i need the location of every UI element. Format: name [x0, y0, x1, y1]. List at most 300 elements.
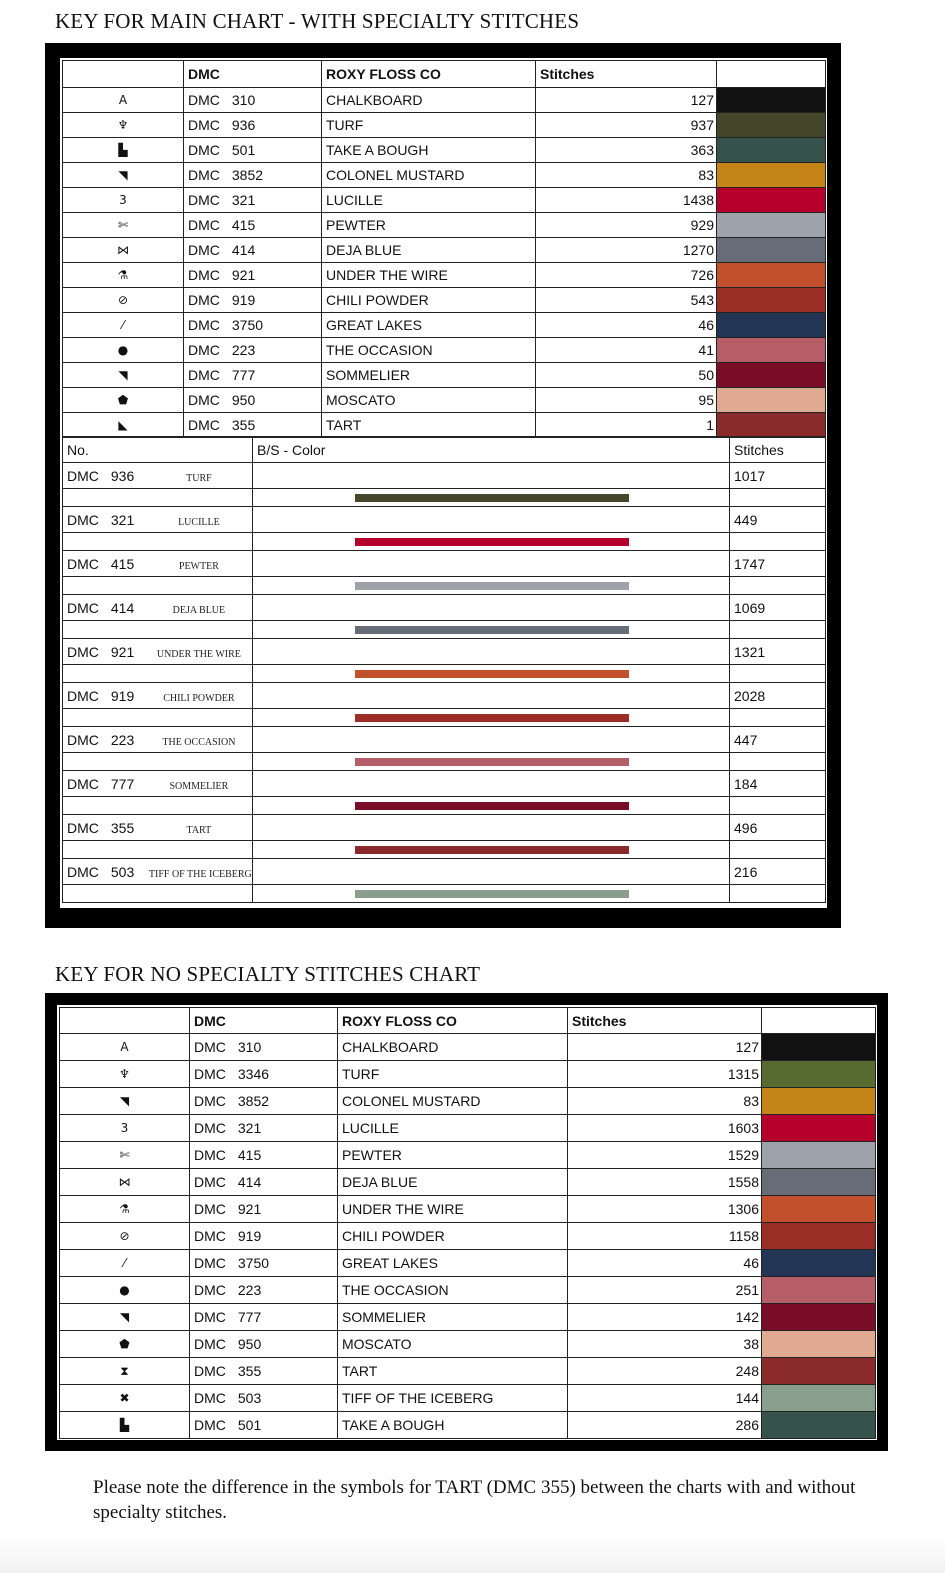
floss-name: CHALKBOARD: [322, 88, 536, 113]
key-row: [60, 1277, 876, 1304]
backstitch-name: THE OCCASION: [162, 736, 236, 748]
key-row: [60, 1385, 876, 1412]
backstitch-table: [62, 436, 826, 903]
backstitch-row: [63, 463, 826, 489]
backstitch-spacer: [63, 621, 253, 639]
circle-slash-symbol: ⊘: [60, 1223, 190, 1250]
dmc-cell: [190, 1061, 338, 1088]
step-block-symbol: ▙: [60, 1412, 190, 1439]
dmc-cell: [190, 1196, 338, 1223]
backstitch-row: [63, 859, 826, 885]
color-swatch: [762, 1385, 876, 1412]
dmc-label: DMC: [188, 217, 220, 233]
dmc-cell: [184, 88, 322, 113]
backstitch-name: LUCILLE: [178, 516, 220, 528]
stitch-count: 38: [568, 1331, 762, 1358]
stitch-count: 1315: [568, 1061, 762, 1088]
dmc-number: 415: [237, 1147, 262, 1163]
backstitch-stitches: 1747: [730, 551, 826, 577]
backstitch-spacer: [730, 753, 826, 771]
dmc-number: 503: [110, 863, 135, 880]
key-row: [63, 138, 826, 163]
backstitch-floss-cell: [63, 859, 253, 885]
backstitch-spacer: [63, 885, 253, 903]
stitch-count: 1603: [568, 1115, 762, 1142]
backstitch-row: [63, 683, 826, 709]
no-specialty-key-table: [59, 1007, 876, 1439]
dmc-cell: [184, 113, 322, 138]
dmc-label: DMC: [188, 417, 220, 433]
backstitch-line-row: [63, 489, 826, 507]
stitches-header: Stitches: [568, 1008, 762, 1034]
backstitch-floss-cell: [63, 683, 253, 709]
color-swatch: [717, 338, 826, 363]
backstitch-floss-cell: [63, 771, 253, 797]
stitch-count: 1438: [536, 188, 717, 213]
number-three-symbol: 3: [63, 188, 184, 213]
color-swatch: [717, 213, 826, 238]
dmc-cell: [190, 1358, 338, 1385]
key-row: [60, 1358, 876, 1385]
backstitch-color-cell: [253, 815, 730, 841]
dmc-label: DMC: [67, 511, 99, 528]
color-swatch: [762, 1412, 876, 1439]
pentagon-symbol: ⬟: [63, 388, 184, 413]
key-row: [60, 1223, 876, 1250]
backstitch-floss-cell: [63, 463, 253, 489]
dmc-label: DMC: [194, 1147, 226, 1163]
dmc-number: 777: [237, 1309, 262, 1325]
stitch-count: 1529: [568, 1142, 762, 1169]
backstitch-color-cell: [253, 859, 730, 885]
dmc-label: DMC: [67, 775, 99, 792]
roxy-header: ROXY FLOSS CO: [322, 61, 536, 88]
dmc-number: 921: [110, 643, 135, 660]
dmc-number: 950: [231, 392, 256, 408]
floss-name: DEJA BLUE: [322, 238, 536, 263]
backstitch-line-cell: [253, 709, 730, 727]
stitch-count: 937: [536, 113, 717, 138]
stitch-count: 286: [568, 1412, 762, 1439]
bs-stitches-header: Stitches: [730, 437, 826, 463]
floss-name: DEJA BLUE: [338, 1169, 568, 1196]
key-row: [60, 1412, 876, 1439]
number-three-symbol: 3: [60, 1115, 190, 1142]
stitch-count: 95: [536, 388, 717, 413]
symbol-header: [63, 61, 184, 88]
key-row: [60, 1331, 876, 1358]
floss-name: SOMMELIER: [322, 363, 536, 388]
floss-name: CHALKBOARD: [338, 1034, 568, 1061]
main-chart-key-heading: KEY FOR MAIN CHART - WITH SPECIALTY STITCHES: [55, 9, 580, 33]
symbol-difference-note: Please note the difference in the symbols for TART (DMC 355) between the charts with and without specialty stitches.: [93, 1477, 856, 1523]
dmc-label: DMC: [194, 1255, 226, 1271]
floss-name: COLONEL MUSTARD: [322, 163, 536, 188]
backstitch-color-cell: [253, 595, 730, 621]
dmc-number: 321: [110, 511, 135, 528]
key-row: [60, 1142, 876, 1169]
dmc-number: 355: [231, 417, 256, 433]
dmc-number: 503: [237, 1390, 262, 1406]
dmc-label: DMC: [194, 1309, 226, 1325]
dmc-cell: [190, 1385, 338, 1412]
dmc-cell: [190, 1331, 338, 1358]
backstitch-row: [63, 595, 826, 621]
color-swatch: [717, 88, 826, 113]
dmc-label: DMC: [194, 1336, 226, 1352]
dmc-cell: [184, 188, 322, 213]
dmc-label: DMC: [194, 1039, 226, 1055]
floss-name: MOSCATO: [322, 388, 536, 413]
step-block-symbol: ▙: [63, 138, 184, 163]
key-row: [60, 1088, 876, 1115]
backstitch-stitches: 1017: [730, 463, 826, 489]
dmc-number: 355: [110, 819, 135, 836]
stitch-count: 83: [568, 1088, 762, 1115]
floss-name: UNDER THE WIRE: [338, 1196, 568, 1223]
dmc-number: 936: [110, 467, 135, 484]
backstitch-row: [63, 507, 826, 533]
scissors-symbol: ✄: [63, 213, 184, 238]
dmc-number: 415: [110, 555, 135, 572]
backstitch-stitches: 184: [730, 771, 826, 797]
dmc-label: DMC: [194, 1201, 226, 1217]
color-swatch: [717, 413, 826, 438]
backstitch-floss-cell: [63, 727, 253, 753]
backstitch-name: UNDER THE WIRE: [156, 648, 241, 660]
backstitch-name: DEJA BLUE: [172, 604, 226, 616]
stitch-count: 726: [536, 263, 717, 288]
backstitch-spacer: [63, 753, 253, 771]
stitch-count: 1158: [568, 1223, 762, 1250]
color-swatch: [762, 1115, 876, 1142]
dmc-label: DMC: [194, 1174, 226, 1190]
corner-triangle-symbol: ◥: [60, 1088, 190, 1115]
dmc-label: DMC: [194, 1282, 226, 1298]
backstitch-line-row: [63, 533, 826, 551]
backstitch-color-cell: [253, 727, 730, 753]
backstitch-color-line: [355, 582, 629, 590]
dmc-label: DMC: [188, 92, 220, 108]
dmc-number: 321: [237, 1120, 262, 1136]
drop-symbol: ●: [63, 338, 184, 363]
no-specialty-key-heading: KEY FOR NO SPECIALTY STITCHES CHART: [55, 962, 481, 986]
dmc-cell: [184, 313, 322, 338]
dmc-header: DMC: [184, 61, 322, 88]
backstitch-line-cell: [253, 797, 730, 815]
floss-name: TART: [338, 1358, 568, 1385]
no-specialty-header-row: [60, 1008, 876, 1034]
backstitch-line-row: [63, 885, 826, 903]
color-swatch: [717, 138, 826, 163]
backstitch-color-cell: [253, 463, 730, 489]
backstitch-stitches: 496: [730, 815, 826, 841]
key-row: [60, 1115, 876, 1142]
dmc-cell: [184, 363, 322, 388]
stitch-count: 127: [568, 1034, 762, 1061]
dmc-label: DMC: [188, 142, 220, 158]
stitch-count: 41: [536, 338, 717, 363]
dmc-label: DMC: [67, 819, 99, 836]
stitch-count: 50: [536, 363, 717, 388]
stitch-count: 127: [536, 88, 717, 113]
color-swatch: [762, 1061, 876, 1088]
dmc-number: 501: [231, 142, 256, 158]
backstitch-name: SOMMELIER: [169, 780, 229, 792]
key-row: [63, 313, 826, 338]
key-row: [63, 213, 826, 238]
dmc-number: 223: [231, 342, 256, 358]
backstitch-stitches: 447: [730, 727, 826, 753]
dmc-number: 310: [237, 1039, 262, 1055]
dmc-cell: [190, 1250, 338, 1277]
dmc-number: 921: [237, 1201, 262, 1217]
key-row: [63, 113, 826, 138]
backstitch-line-row: [63, 841, 826, 859]
backstitch-spacer: [63, 577, 253, 595]
torch-symbol: ♆: [60, 1061, 190, 1088]
hourglass-symbol: ⧗: [60, 1358, 190, 1385]
stitch-count: 144: [568, 1385, 762, 1412]
main-key-table: [62, 60, 826, 438]
key-row: [63, 88, 826, 113]
backstitch-line-cell: [253, 489, 730, 507]
dmc-number: 936: [231, 117, 256, 133]
backstitch-color-line: [355, 846, 629, 854]
key-row: [63, 288, 826, 313]
dmc-cell: [190, 1169, 338, 1196]
key-row: [63, 388, 826, 413]
floss-name: GREAT LAKES: [322, 313, 536, 338]
color-swatch: [762, 1223, 876, 1250]
backstitch-floss-cell: [63, 551, 253, 577]
dmc-number: 919: [110, 687, 135, 704]
backstitch-line-row: [63, 709, 826, 727]
dmc-label: DMC: [194, 1228, 226, 1244]
stitch-count: 1: [536, 413, 717, 438]
backstitch-color-line: [355, 494, 629, 502]
key-row: [63, 263, 826, 288]
dmc-cell: [190, 1115, 338, 1142]
color-header: [762, 1008, 876, 1034]
dmc-cell: [184, 263, 322, 288]
backstitch-line-row: [63, 797, 826, 815]
backstitch-spacer: [730, 797, 826, 815]
key-row: [63, 338, 826, 363]
backstitch-color-line: [355, 714, 629, 722]
dmc-cell: [190, 1304, 338, 1331]
dotted-slash-symbol: ⁄: [60, 1250, 190, 1277]
backstitch-line-cell: [253, 621, 730, 639]
backstitch-floss-cell: [63, 507, 253, 533]
dmc-label: DMC: [194, 1417, 226, 1433]
key-row: [60, 1304, 876, 1331]
dmc-label: DMC: [194, 1363, 226, 1379]
flag-block-symbol: ◥: [63, 363, 184, 388]
floss-name: CHILI POWDER: [322, 288, 536, 313]
dmc-label: DMC: [188, 192, 220, 208]
stitches-header: Stitches: [536, 61, 717, 88]
dmc-label: DMC: [194, 1390, 226, 1406]
stitch-count: 142: [568, 1304, 762, 1331]
color-swatch: [762, 1250, 876, 1277]
backstitch-stitches: 1321: [730, 639, 826, 665]
dmc-cell: [190, 1277, 338, 1304]
dmc-cell: [190, 1142, 338, 1169]
backstitch-line-cell: [253, 533, 730, 551]
backstitch-color-cell: [253, 507, 730, 533]
backstitch-spacer: [730, 621, 826, 639]
backstitch-row: [63, 815, 826, 841]
backstitch-line-cell: [253, 753, 730, 771]
backstitch-spacer: [730, 841, 826, 859]
drop-symbol: ●: [60, 1277, 190, 1304]
bowtie-symbol: ⋈: [63, 238, 184, 263]
dmc-label: DMC: [188, 317, 220, 333]
key-row: [60, 1034, 876, 1061]
dmc-label: DMC: [188, 292, 220, 308]
floss-name: THE OCCASION: [322, 338, 536, 363]
dmc-number: 777: [231, 367, 256, 383]
dmc-number: 223: [110, 731, 135, 748]
stitch-count: 929: [536, 213, 717, 238]
key-row: [63, 413, 826, 438]
backstitch-stitches: 1069: [730, 595, 826, 621]
dmc-number: 310: [231, 92, 256, 108]
dmc-label: DMC: [188, 342, 220, 358]
key-row: [60, 1169, 876, 1196]
floss-name: LUCILLE: [338, 1115, 568, 1142]
backstitch-name: TURF: [186, 472, 212, 484]
floss-name: GREAT LAKES: [338, 1250, 568, 1277]
backstitch-color-cell: [253, 639, 730, 665]
backstitch-name: CHILI POWDER: [163, 692, 235, 704]
dmc-label: DMC: [67, 687, 99, 704]
flask-symbol: ⚗: [60, 1196, 190, 1223]
dmc-number: 501: [237, 1417, 262, 1433]
dmc-cell: [184, 338, 322, 363]
dmc-number: 921: [231, 267, 256, 283]
backstitch-floss-cell: [63, 595, 253, 621]
notched-block-symbol: ◣: [63, 413, 184, 438]
circle-slash-symbol: ⊘: [63, 288, 184, 313]
dmc-cell: [184, 413, 322, 438]
backstitch-color-line: [355, 758, 629, 766]
color-swatch: [762, 1169, 876, 1196]
dmc-number: 3346: [237, 1066, 270, 1082]
backstitch-row: [63, 551, 826, 577]
color-swatch: [762, 1331, 876, 1358]
dmc-number: 223: [237, 1282, 262, 1298]
stitch-count: 46: [536, 313, 717, 338]
backstitch-line-row: [63, 577, 826, 595]
backstitch-stitches: 449: [730, 507, 826, 533]
stitch-count: 251: [568, 1277, 762, 1304]
backstitch-spacer: [63, 709, 253, 727]
dmc-number: 355: [237, 1363, 262, 1379]
key-row: [63, 188, 826, 213]
color-swatch: [762, 1304, 876, 1331]
key-row: [60, 1196, 876, 1223]
backstitch-line-row: [63, 621, 826, 639]
cross-symbol: ✖: [60, 1385, 190, 1412]
color-swatch: [717, 188, 826, 213]
floss-name: TAKE A BOUGH: [322, 138, 536, 163]
torch-symbol: ♆: [63, 113, 184, 138]
page-bottom-shade: [0, 1535, 945, 1573]
backstitch-color-line: [355, 890, 629, 898]
backstitch-stitches: 216: [730, 859, 826, 885]
dmc-number: 777: [110, 775, 135, 792]
dmc-label: DMC: [188, 117, 220, 133]
floss-name: MOSCATO: [338, 1331, 568, 1358]
backstitch-line-row: [63, 665, 826, 683]
backstitch-spacer: [63, 841, 253, 859]
backstitch-name: PEWTER: [178, 560, 219, 572]
backstitch-spacer: [63, 797, 253, 815]
stitch-count: 543: [536, 288, 717, 313]
backstitch-color-line: [355, 538, 629, 546]
backstitch-line-row: [63, 753, 826, 771]
key-row: [63, 163, 826, 188]
floss-name: PEWTER: [322, 213, 536, 238]
floss-name: TURF: [322, 113, 536, 138]
dmc-label: DMC: [194, 1120, 226, 1136]
backstitch-spacer: [730, 885, 826, 903]
floss-name: THE OCCASION: [338, 1277, 568, 1304]
dmc-label: DMC: [188, 392, 220, 408]
backstitch-name: TIFF OF THE ICEBERG: [148, 868, 252, 880]
backstitch-color-cell: [253, 551, 730, 577]
backstitch-line-cell: [253, 577, 730, 595]
backstitch-color-line: [355, 670, 629, 678]
dmc-number: 919: [237, 1228, 262, 1244]
dmc-number: 3852: [237, 1093, 270, 1109]
color-swatch: [762, 1034, 876, 1061]
bowtie-symbol: ⋈: [60, 1169, 190, 1196]
dmc-label: DMC: [67, 731, 99, 748]
key-row: [63, 238, 826, 263]
dmc-number: 415: [231, 217, 256, 233]
dmc-number: 414: [231, 242, 256, 258]
stitch-count: 248: [568, 1358, 762, 1385]
dmc-cell: [190, 1034, 338, 1061]
backstitch-row: [63, 727, 826, 753]
dmc-number: 919: [231, 292, 256, 308]
backstitch-spacer: [63, 533, 253, 551]
no-header: No.: [63, 437, 253, 463]
floss-name: PEWTER: [338, 1142, 568, 1169]
letter-a-symbol: A: [60, 1034, 190, 1061]
scissors-symbol: ✄: [60, 1142, 190, 1169]
backstitch-header-row: [63, 437, 826, 463]
dmc-label: DMC: [194, 1093, 226, 1109]
dmc-header: DMC: [190, 1008, 338, 1034]
color-header: [717, 61, 826, 88]
floss-name: SOMMELIER: [338, 1304, 568, 1331]
color-swatch: [717, 238, 826, 263]
corner-triangle-symbol: ◥: [63, 163, 184, 188]
key-row: [60, 1061, 876, 1088]
backstitch-color-line: [355, 626, 629, 634]
dmc-cell: [184, 238, 322, 263]
dmc-label: DMC: [67, 863, 99, 880]
backstitch-floss-cell: [63, 639, 253, 665]
floss-name: COLONEL MUSTARD: [338, 1088, 568, 1115]
floss-name: UNDER THE WIRE: [322, 263, 536, 288]
key-row: [63, 363, 826, 388]
backstitch-spacer: [730, 577, 826, 595]
